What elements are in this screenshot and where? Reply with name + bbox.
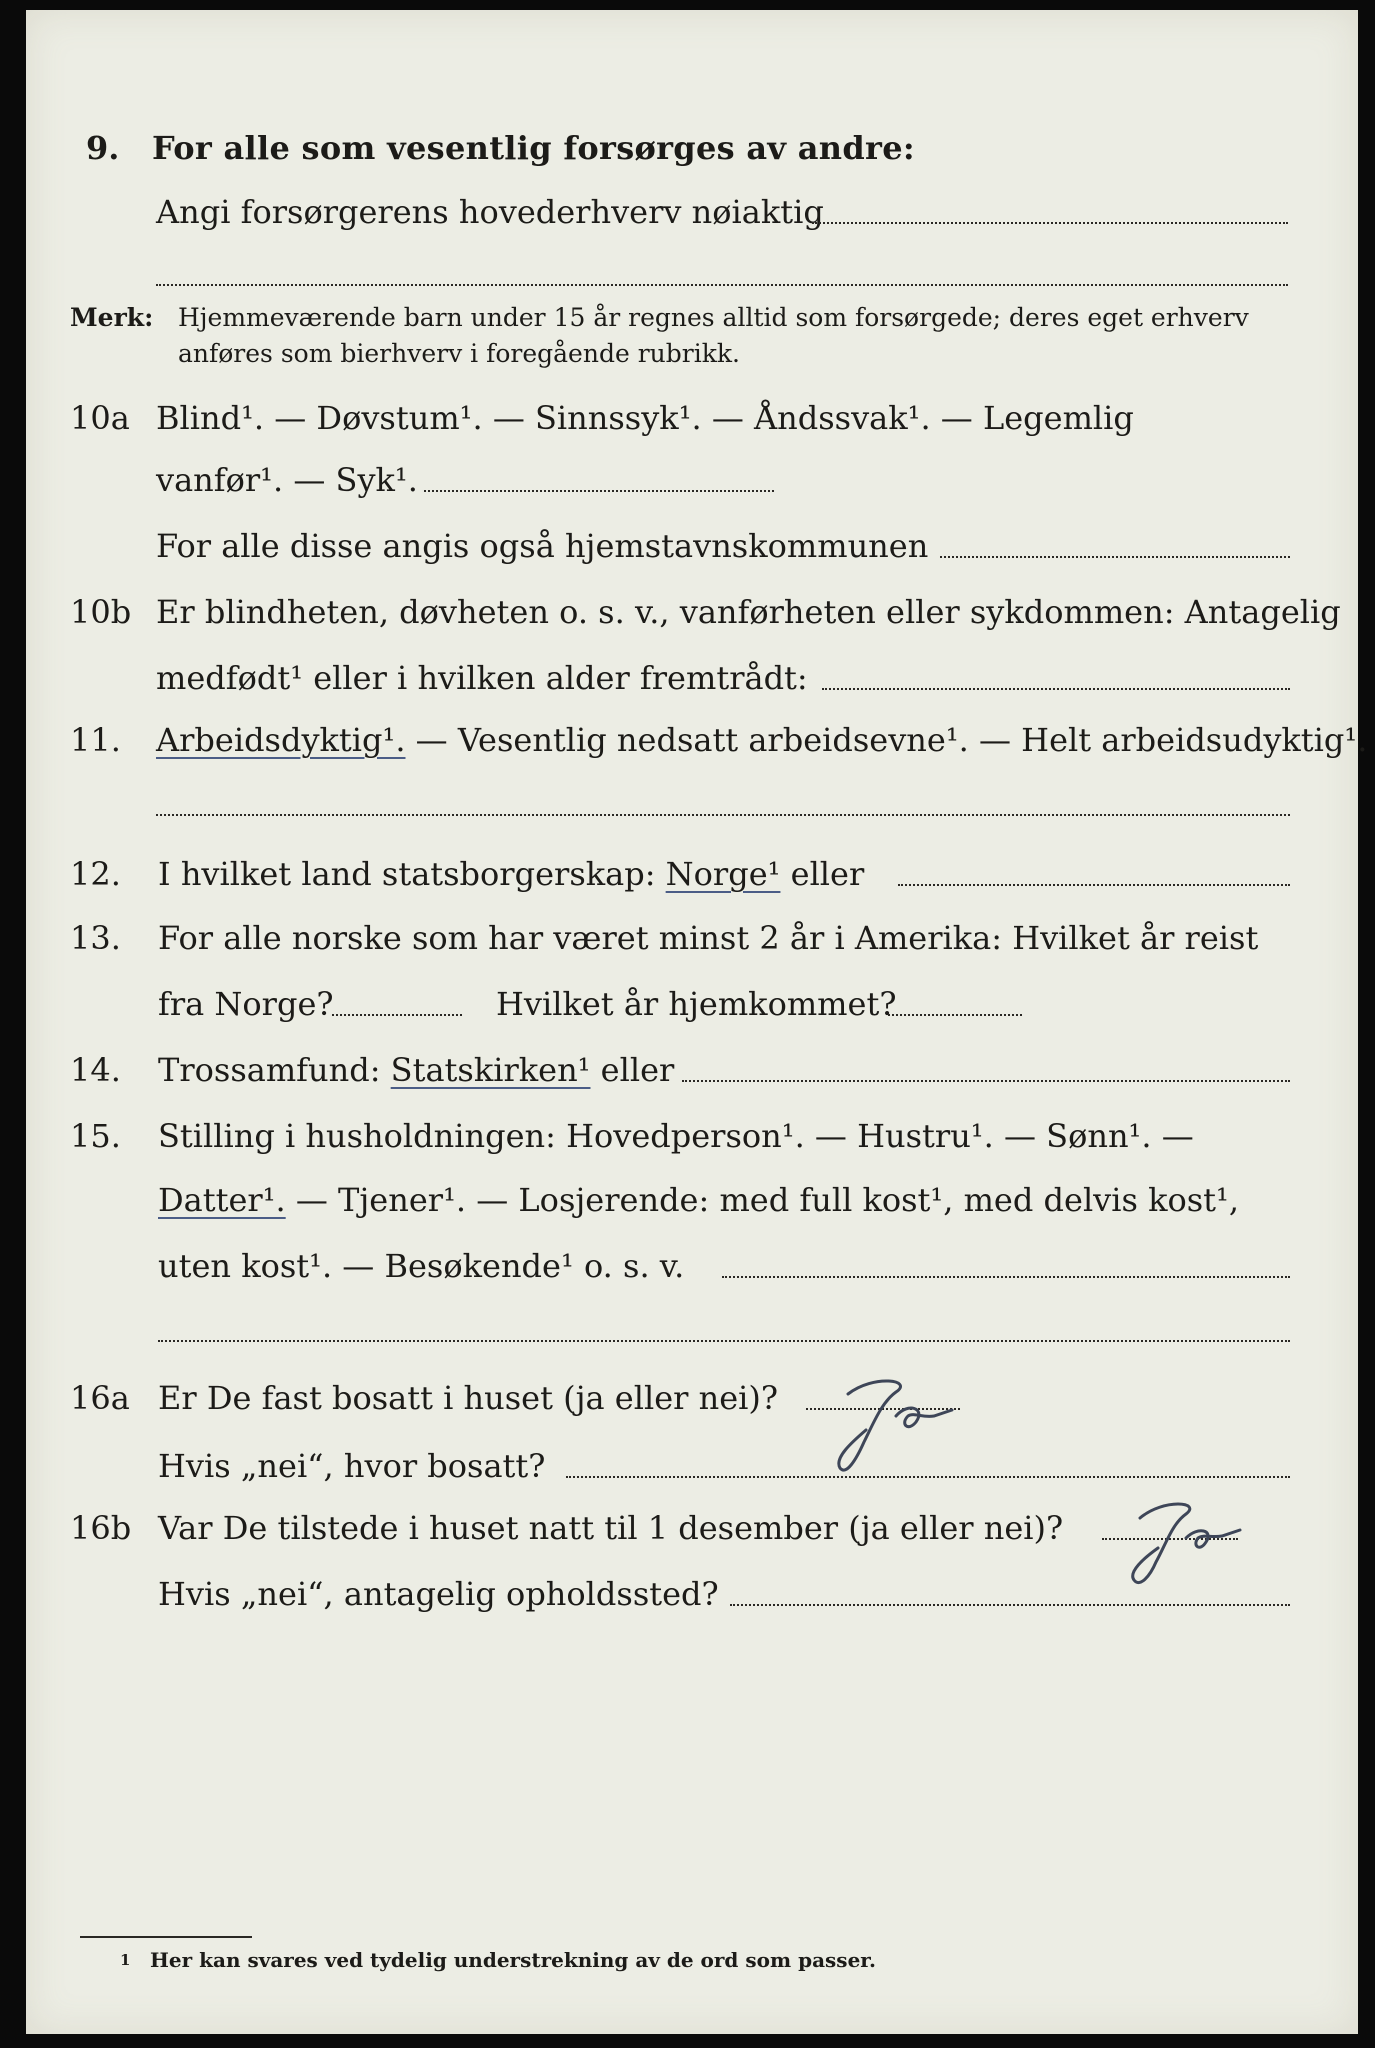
question-number-13: 13. <box>70 919 121 957</box>
question-13-line2a: fra Norge? <box>158 985 334 1023</box>
question-11-rest: — Vesentlig nedsatt arbeidsevne¹. — Helt arbeidsudyktig¹. <box>405 721 1368 759</box>
question-13-returned-line[interactable] <box>888 1014 1022 1016</box>
question-number-14: 14. <box>70 1051 121 1089</box>
question-12-answer-line[interactable] <box>898 884 1290 886</box>
question-13-emigrated-line[interactable] <box>332 1014 462 1016</box>
question-14-line <box>158 1050 674 1090</box>
question-12-line <box>158 854 864 894</box>
question-15-line2 <box>158 1180 1239 1220</box>
question-16b-residence-line[interactable] <box>730 1604 1290 1606</box>
question-10b-answer-line[interactable] <box>822 688 1290 690</box>
question-9-answer-line-2[interactable] <box>156 284 1288 286</box>
question-16a-answer-line[interactable] <box>806 1408 960 1410</box>
question-15-line2-rest: — Tjener¹. — Losjerende: med full kost¹, med delvis kost¹, <box>285 1181 1240 1219</box>
question-number-10b: 10b <box>70 593 132 631</box>
question-11-line <box>156 720 1367 760</box>
question-9-line2: Angi forsørgerens hovederhverv nøiaktig <box>156 193 824 231</box>
question-number-15: 15. <box>70 1117 121 1155</box>
option-norge[interactable]: Norge¹ <box>665 855 781 893</box>
question-15-line1: Stilling i husholdningen: Hovedperson¹. — Hustru¹. — Sønn¹. — <box>158 1117 1194 1155</box>
question-9-line1: For alle som vesentlig forsørges av andre: <box>152 129 915 167</box>
question-16b-line1: Var De tilstede i huset natt til 1 desember (ja eller nei)? <box>158 1509 1064 1547</box>
note-label: Merk: <box>70 303 154 332</box>
option-datter[interactable]: Datter¹. <box>158 1181 286 1219</box>
question-11-answer-line[interactable] <box>156 814 1290 816</box>
question-16a-line1: Er De fast bosatt i huset (ja eller nei)? <box>158 1379 779 1417</box>
question-10b-line1: Er blindheten, døvheten o. s. v., vanførheten eller sykdommen: Antagelig <box>156 593 1341 631</box>
question-13-line1: For alle norske som har været minst 2 år i Amerika: Hvilket år reist <box>158 919 1259 957</box>
question-9-answer-line[interactable] <box>812 222 1288 224</box>
option-arbeidsdyktig[interactable]: Arbeidsdyktig¹. <box>156 721 406 759</box>
question-number-12: 12. <box>70 855 121 893</box>
question-15-line3: uten kost¹. — Besøkende¹ o. s. v. <box>158 1247 685 1285</box>
question-15-answer-line-2[interactable] <box>158 1340 1290 1342</box>
option-statskirken[interactable]: Statskirken¹ <box>390 1051 591 1089</box>
question-12-post: eller <box>780 855 865 893</box>
question-14-text: Trossamfund: <box>158 1051 391 1089</box>
question-number-9: 9. <box>86 129 120 167</box>
question-10a-line3: For alle disse angis også hjemstavnskommunen <box>156 527 929 565</box>
question-14-post: eller <box>590 1051 675 1089</box>
question-13-line2b: Hvilket år hjemkommet? <box>496 985 897 1023</box>
footnote-divider <box>80 1936 252 1938</box>
question-16b-line2: Hvis „nei“, antagelig opholdssted? <box>158 1575 719 1613</box>
question-16b-answer-line[interactable] <box>1102 1538 1238 1540</box>
footnote-mark: 1 <box>120 1951 131 1969</box>
note-line1: Hjemmeværende barn under 15 år regnes alltid som forsørgede; deres eget erhverv <box>178 303 1249 332</box>
question-10a-hometown-line[interactable] <box>940 556 1290 558</box>
question-number-16b: 16b <box>70 1509 132 1547</box>
note-line2: anføres som bierhverv i foregående rubrikk. <box>178 339 740 368</box>
question-number-11: 11. <box>70 721 121 759</box>
question-number-10a: 10a <box>70 399 130 437</box>
question-number-16a: 16a <box>70 1379 130 1417</box>
question-16a-line2: Hvis „nei“, hvor bosatt? <box>158 1447 546 1485</box>
question-10b-line2: medfødt¹ eller i hvilken alder fremtrådt: <box>156 659 808 697</box>
question-10a-line1: Blind¹. — Døvstum¹. — Sinnssyk¹. — Åndssvak¹. — Legemlig <box>156 399 1134 437</box>
question-12-text: I hvilket land statsborgerskap: <box>158 855 666 893</box>
footnote-text: Her kan svares ved tydelig understrekning av de ord som passer. <box>150 1948 876 1972</box>
question-15-answer-line[interactable] <box>722 1276 1290 1278</box>
question-10a-line2: vanfør¹. — Syk¹. <box>156 461 418 499</box>
question-16a-residence-line[interactable] <box>566 1476 1290 1478</box>
question-14-answer-line[interactable] <box>682 1080 1290 1082</box>
question-10a-answer-line[interactable] <box>424 490 774 492</box>
